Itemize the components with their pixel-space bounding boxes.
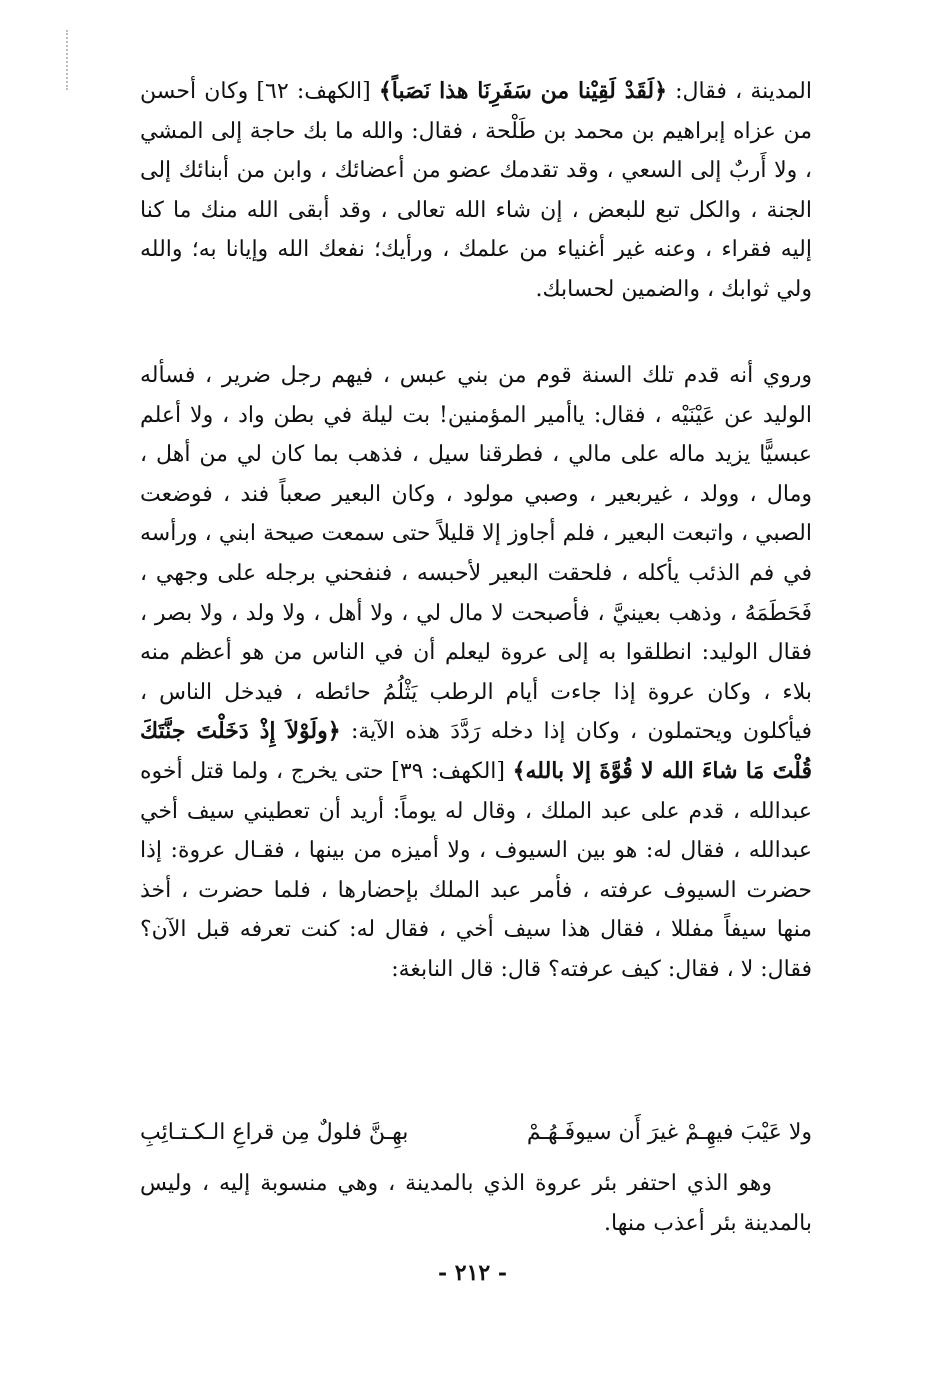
poem-verse: [140, 1114, 812, 1152]
paragraph-1-text-start: المدينة ، فقال:: [666, 79, 812, 104]
quran-verse-kahf-39: ﴿ولَوْلاَ إِذْ دَخَلْتَ جنَّتَكَ قُلْتَ مَا شاءَ الله لا قُوَّةَ إلا بالله﴾: [140, 718, 812, 784]
paragraph-1: [140, 72, 812, 310]
quran-verse-kahf-62: ﴿لَقَدْ لَقِيْنا من سَفَرِنَا هذا نَصَباً﴾: [378, 78, 667, 104]
paragraph-2-text-start: وروي أنه قدم تلك السنة قوم من بني عبس ، فيهم رجل ضرير ، فسأله الوليد عن عَيْنَيْه ، فقال: ياأمير المؤمنين! بت ليلة في بطن واد ، ولا أعلم عبسيًّا يزيد ماله على مالي ، فطرقنا سيل ، فذهب بما كان لي من أهل ، ومال ، وولد ، غيربعير ، وصبي مولود ، وكان البعير صعباً فند ، فوضعت الصبي ، واتبعت البعير ، فلم أجاوز إلا قليلاً حتى سمعت صيحة ابني ، ورأسه في فم الذئب يأكله ، فلحقت البعير لأحبسه ، فنفحني برجله على وجهي ، فَحَطَمَهُ ، وذهب بعينيَّ ، فأصبحت لا مال لي ، ولا أهل ، ولا ولد ، ولا بصر ، فقال الوليد: انطلقوا به إلى عروة ليعلم أن في الناس من هو أعظم منه بلاء ، وكان عروة إذا جاءت أيام الرطب يَثْلُمُ حائطه ، فيدخل الناس ، فيأكلون ويحتملون ، وكان إذا دخله رَدَّدَ هذه الآية:: [140, 363, 813, 745]
paragraph-1-text-end: [الكهف: ٦٢] وكان أحسن من عزاه إبراهيم بن محمد بن طَلْحة ، فقال: والله ما بك حاجة إلى المشي ، ولا أَربٌ إلى السعي ، وقد تقدمك عضو من أعضائك ، وابن من أبنائك إلى الجنة ، والكل تبع للبعض ، إن شاء الله تعالى ، وقد أبقى الله منك ما كنا إليه فقراء ، وعنه غير أغنياء من علمك ، ورأيك؛ نفعك الله وإيانا به؛ والله ولي ثوابك ، والضمين لحسابك.: [140, 79, 812, 302]
paragraph-3: وهو الذي احتفر بئر عروة الذي بالمدينة ، وهي منسوبة إليه ، وليس بالمدينة بئر أعذب منها.: [140, 1171, 812, 1236]
poem-first-hemistich: ولا عَيْبَ فيهِـمْ غيرَ أَن سيوفَـهُـمْ: [526, 1120, 812, 1145]
scan-edge-mark: [66, 30, 68, 90]
poem-second-hemistich: بهِـنَّ فلولٌ مِن قراعِ الـكـتـائِبِ: [140, 1120, 409, 1145]
paragraph-2-text-end: [الكهف: ٣٩] حتى يخرج ، ولما قتل أخوه عبدالله ، قدم على عبد الملك ، وقال له يوماً: أريد أن تعطيني سيف أخي عبدالله ، فقال له: هو بين السيوف ، ولا أميزه من بينها ، فقـال عروة: إذا حضرت السيوف عرفته ، فأمر عبد الملك بإحضارها ، فلما حضرت ، أخذ منها سيفاً مفللا ، فقال هذا سيف أخي ، فقال له: كنت تعرفه قبل الآن؟ فقال: لا ، فقال: كيف عرفته؟ قال: قال النابغة:: [140, 758, 812, 982]
page-number: - ٢١٢ -: [437, 1260, 508, 1286]
paragraph-2: [140, 356, 812, 990]
